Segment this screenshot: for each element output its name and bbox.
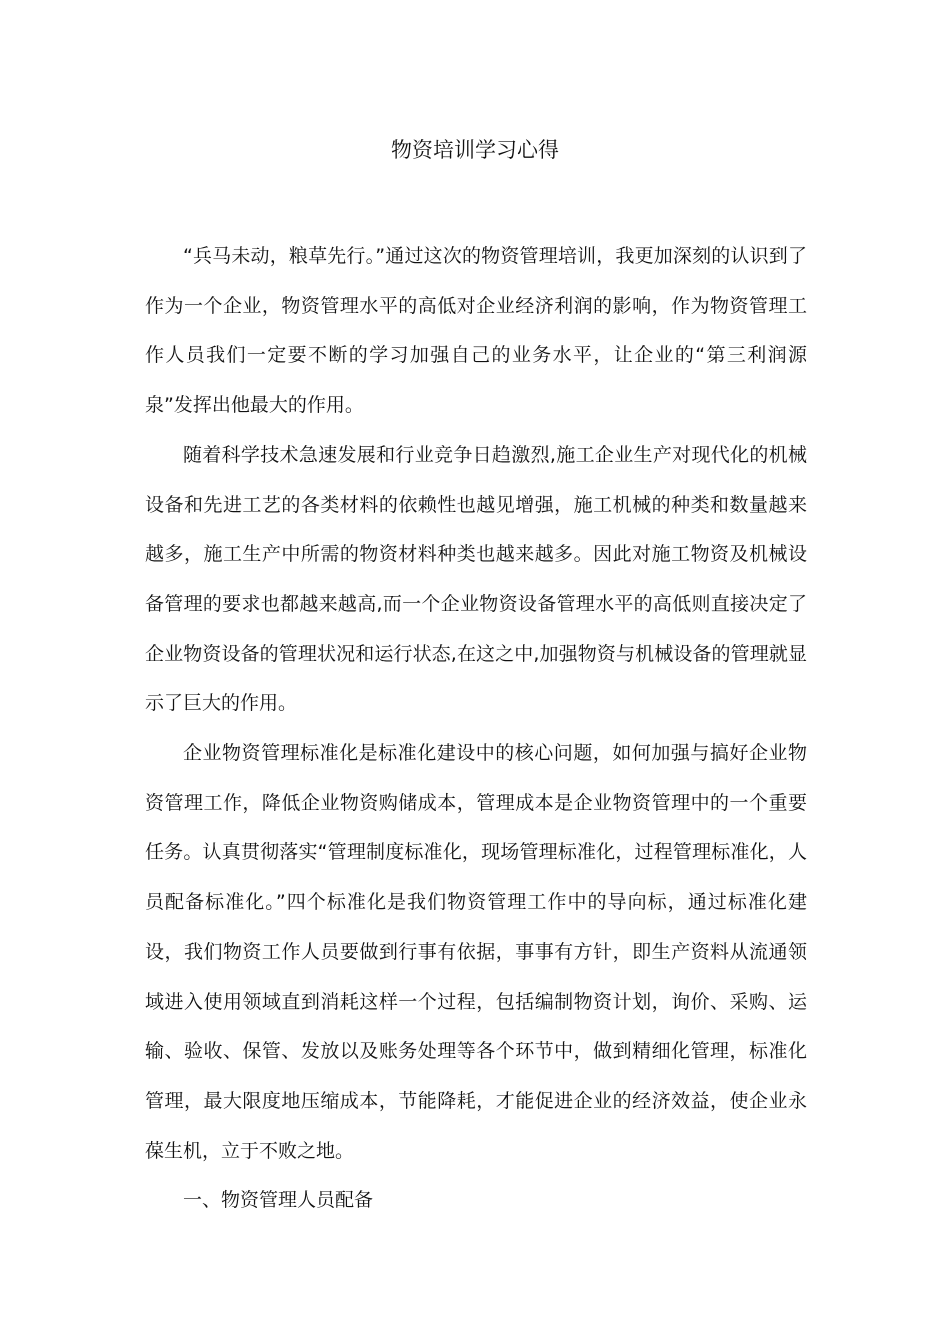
section-heading: 一、物资管理人员配备 [183,1189,374,1212]
document-title: 物资培训学习心得 [391,138,559,162]
document-body [145,232,807,1226]
paragraph-intro: “兵马未动，粮草先行。”通过这次的物资管理培训，我更加深刻的认识到了作为一个企业，物资管理水平的高低对企业经济利润的影响，作为物资管理工作人员我们一定要不断的学习加强自己的业务水平，让企业的“第三利润源泉”发挥出他最大的作用。 [145,245,807,417]
paragraph-equipment: 随着科学技术急速发展和行业竞争日趋激烈,施工企业生产对现代化的机械设备和先进工艺的各类材料的依赖性也越见增强，施工机械的种类和数量越来越多，施工生产中所需的物资材料种类也越来越多。因此对施工物资及机械设备管理的要求也都越来越高,而一个企业物资设备管理水平的高低则直接决定了企业物资设备的管理状况和运行状态,在这之中,加强物资与机械设备的管理就显示了巨大的作用。 [145,443,807,715]
paragraph-standardization: 企业物资管理标准化是标准化建设中的核心问题，如何加强与搞好企业物资管理工作，降低企业物资购储成本，管理成本是企业物资管理中的一个重要任务。认真贯彻落实“管理制度标准化，现场管理标准化，过程管理标准化，人员配备标准化。”四个标准化是我们物资管理工作中的导向标，通过标准化建设，我们物资工作人员要做到行事有依据，事事有方针，即生产资料从流通领域进入使用领域直到消耗这样一个过程，包括编制物资计划，询价、采购、运输、验收、保管、发放以及账务处理等各个环节中，做到精细化管理，标准化管理，最大限度地压缩成本，节能降耗，才能促进企业的经济效益，使企业永葆生机，立于不败之地。 [145,742,807,1162]
